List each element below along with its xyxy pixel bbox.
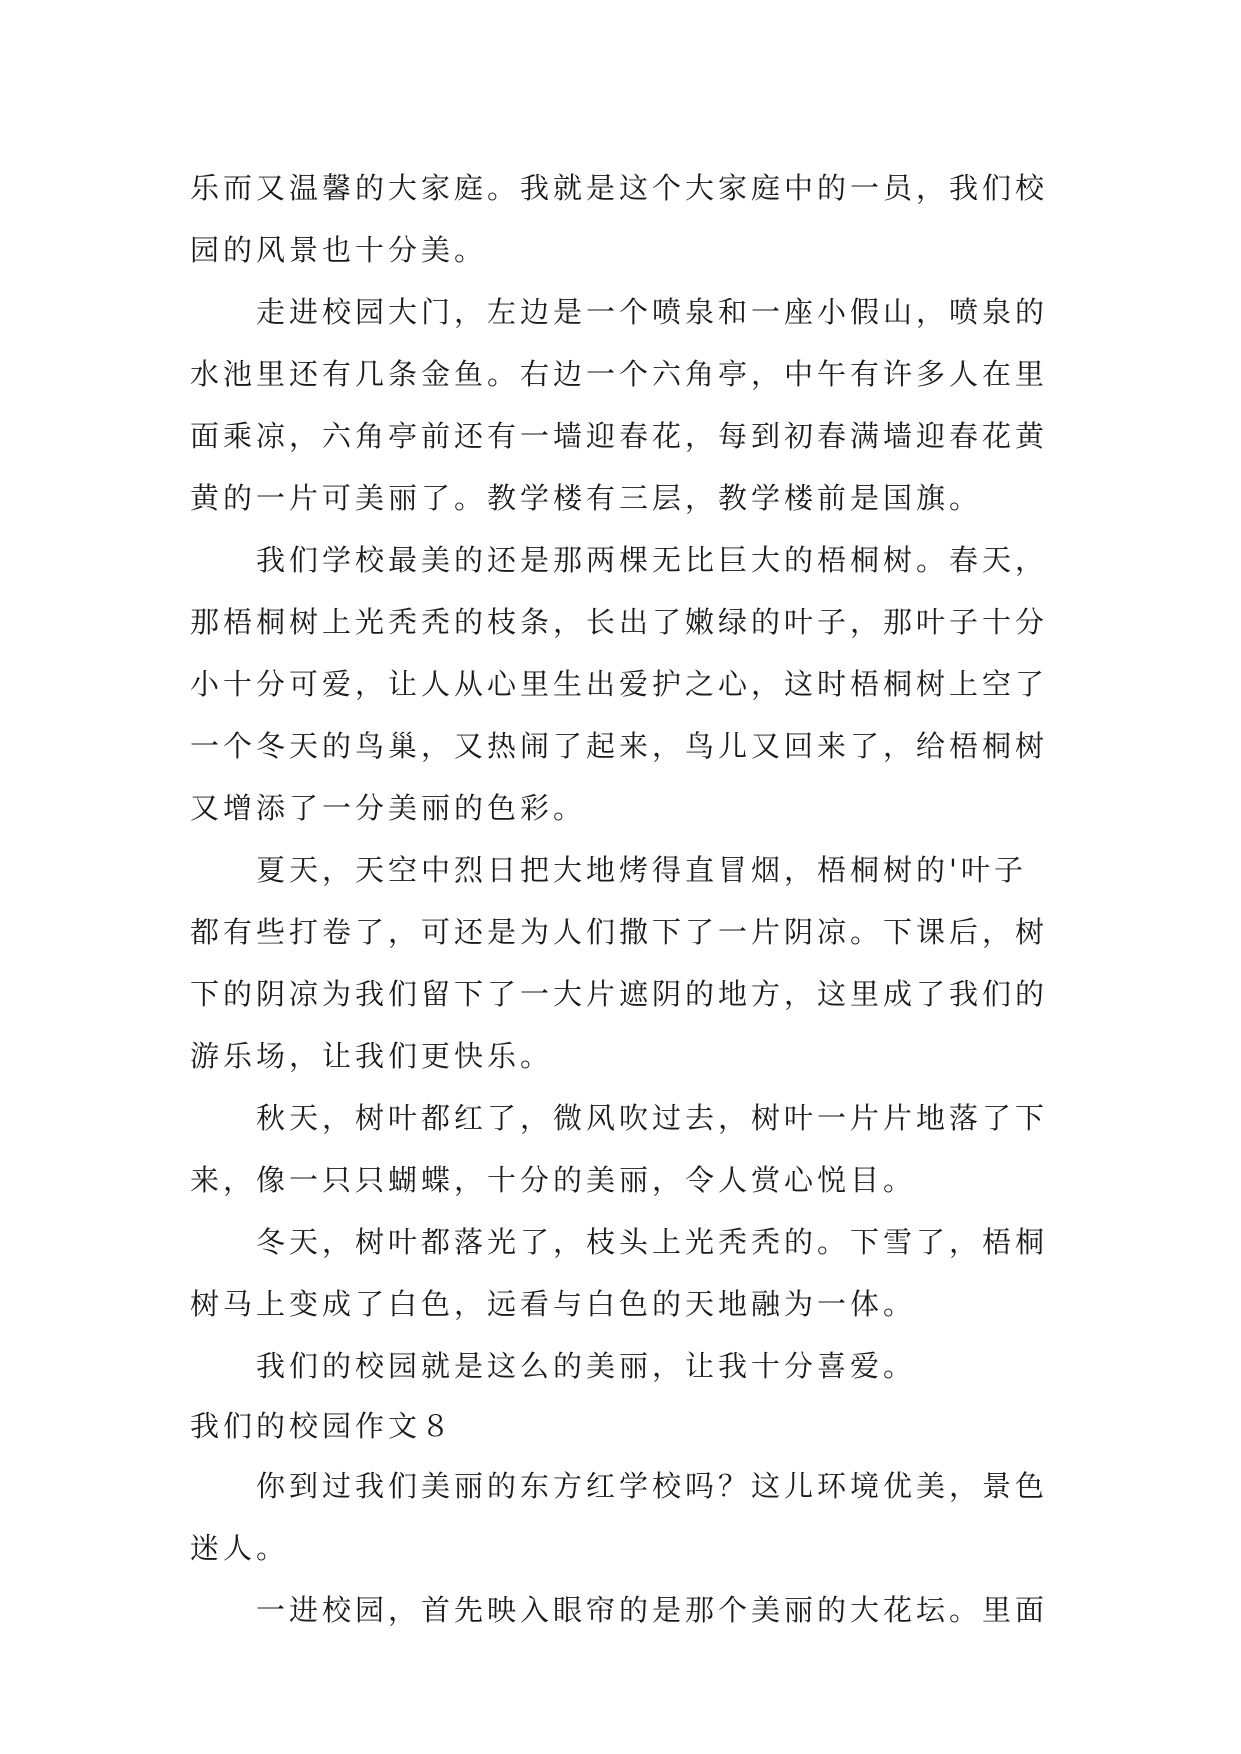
paragraph-start-line: 你到过我们美丽的东方红学校吗？这儿环境优美，景色 [256, 1469, 1049, 1503]
text-line: 下的阴凉为我们留下了一大片遮阴的地方，这里成了我们的 [190, 977, 1049, 1011]
document-body [190, 157, 1070, 1641]
paragraph-start-line: 夏天，天空中烈日把大地烤得直冒烟，梧桐树的'叶子 [256, 853, 1027, 887]
paragraph-start-line: 一进校园，首先映入眼帘的是那个美丽的大花坛。里面 [256, 1593, 1049, 1627]
section-heading: 我们的校园作文８ [190, 1409, 455, 1443]
text-line: 又增添了一分美丽的色彩。 [190, 791, 587, 825]
text-line: 水池里还有几条金鱼。右边一个六角亭，中午有许多人在里 [190, 357, 1049, 391]
text-line: 树马上变成了白色，远看与白色的天地融为一体。 [190, 1287, 917, 1321]
text-line: 一个冬天的鸟巢，又热闹了起来，鸟儿又回来了，给梧桐树 [190, 729, 1049, 763]
text-line: 那梧桐树上光秃秃的枝条，长出了嫩绿的叶子，那叶子十分 [190, 605, 1049, 639]
text-line: 园的风景也十分美。 [190, 233, 488, 267]
paragraph-start-line: 我们学校最美的还是那两棵无比巨大的梧桐树。春天， [256, 543, 1049, 577]
text-line: 迷人。 [190, 1531, 290, 1565]
text-line: 都有些打卷了，可还是为人们撒下了一片阴凉。下课后，树 [190, 915, 1049, 949]
text-line: 来，像一只只蝴蝶，十分的美丽，令人赏心悦目。 [190, 1163, 917, 1197]
paragraph-start-line: 冬天，树叶都落光了，枝头上光秃秃的。下雪了，梧桐 [256, 1225, 1049, 1259]
paragraph-start-line: 走进校园大门，左边是一个喷泉和一座小假山，喷泉的 [256, 295, 1049, 329]
paragraph-start-line: 秋天，树叶都红了，微风吹过去，树叶一片片地落了下 [256, 1101, 1049, 1135]
text-line: 黄的一片可美丽了。教学楼有三层，教学楼前是国旗。 [190, 481, 983, 515]
text-line: 游乐场，让我们更快乐。 [190, 1039, 554, 1073]
text-line: 小十分可爱，让人从心里生出爱护之心，这时梧桐树上空了 [190, 667, 1049, 701]
text-line: 面乘凉，六角亭前还有一墙迎春花，每到初春满墙迎春花黄 [190, 419, 1049, 453]
paragraph-start-line: 我们的校园就是这么的美丽，让我十分喜爱。 [256, 1349, 917, 1383]
text-line: 乐而又温馨的大家庭。我就是这个大家庭中的一员，我们校 [190, 171, 1049, 205]
